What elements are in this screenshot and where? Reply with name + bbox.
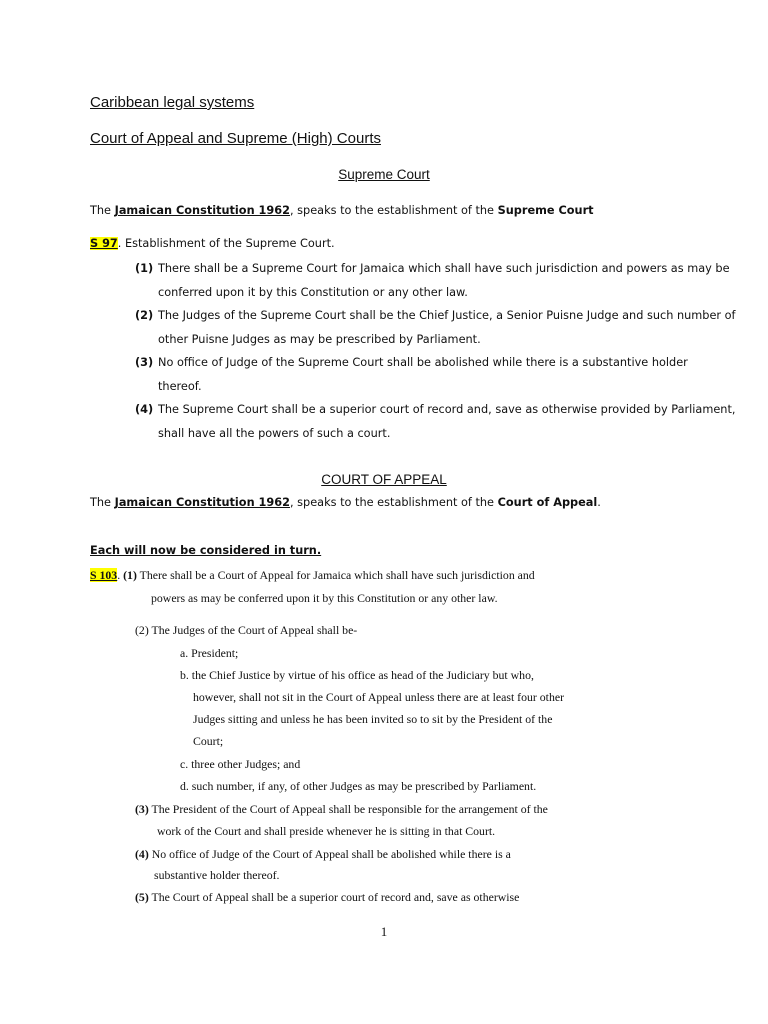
- constitution-ref: Jamaican Constitution 1962: [114, 204, 290, 217]
- document-subtitle: Court of Appeal and Supreme (High) Courts: [90, 130, 381, 147]
- court-of-appeal-heading: COURT OF APPEAL: [321, 472, 447, 487]
- s97-heading: S 97. Establishment of the Supreme Court.: [90, 237, 335, 250]
- s103-para-4: (4) No office of Judge of the Court of Appeal shall be abolished while there is a: [135, 847, 511, 861]
- supreme-court-intro: The Jamaican Constitution 1962, speaks to the establishment of the Supreme Court: [90, 204, 594, 217]
- list-item-b: b. the Chief Justice by virtue of his office as head of the Judiciary but who,: [180, 668, 534, 682]
- court-name: Supreme Court: [497, 204, 594, 217]
- document-title: Caribbean legal systems: [90, 94, 255, 111]
- supreme-court-heading: Supreme Court: [338, 167, 430, 182]
- section-label-s97: S 97: [90, 237, 118, 250]
- s103-para-3: (3) The President of the Court of Appeal shall be responsible for the arrangement of the: [135, 802, 548, 816]
- page-number: 1: [380, 924, 388, 939]
- list-item-a: a. President;: [180, 646, 239, 660]
- constitution-ref: Jamaican Constitution 1962: [114, 496, 290, 509]
- each-considered-note: Each will now be considered in turn.: [90, 544, 322, 557]
- list-item-c: c. three other Judges; and: [180, 757, 301, 771]
- s103-para-1-cont: powers as may be conferred upon it by this Constitution or any other law.: [151, 591, 498, 605]
- court-name: Court of Appeal: [497, 496, 598, 509]
- list-item-d: d. such number, if any, of other Judges as may be prescribed by Parliament.: [180, 779, 537, 793]
- list-item-b-cont-2: Judges sitting and unless he has been invited so to sit by the President of the: [193, 712, 553, 726]
- section-label-s103: S 103: [90, 568, 118, 582]
- s103-para-3-cont: work of the Court and shall preside whenever he is sitting in that Court.: [157, 824, 496, 838]
- s103-para-4-cont: substantive holder thereof.: [154, 868, 280, 882]
- document-page: Caribbean legal systems Court of Appeal and Supreme (High) Courts Supreme Court The Jamaican Constitution 1962, speaks to the establishment of the Supreme Court S 97. Establishment of the Supreme Court. (1) There shall be a Supreme Court for Jamaica which shall have such jurisdiction and powers as may be conferred upon it by this Constitution or any other law. (2) The Judges of the Supreme Court shall be the Chief Justice, a Senior Puisne Judge and such number of other Puisne Judges as may be prescribed by Parliament. (3) No office of Judge of the Supreme Court shall be abolished while there is a substantive holder thereof. (4) The Supreme Court shall be a superior court of record and, save as otherwise provided by Parliament, shall have all the powers of such a court. COURT OF APPEAL The Jamaican Constitution 1962, speaks to the establishment of the Court of Appeal. Each will now be considered in turn. S 103. (1) There shall be a Court of Appeal for Jamaica which shall have such jurisdiction and powers as may be conferred upon it by this Constitution or any other law. (2) The Judges of the Court of Appeal shall be- a. President; b. the Chief Justice by virtue of his office as head of the Judiciary but who, however, shall not sit in the Court of Appeal unless there are at least four other Judges sitting and unless he has been invited so to sit by the President of the Court; c. three other Judges; and d. such number, if any, of other Judges as may be prescribed by Parliament. (3) The President of the Court of Appeal shall be responsible for the arrangement of the work of the Court and shall preside whenever he is sitting in that Court. (4) No office of Judge of the Court of Appeal shall be abolished while there is a substantive holder thereof. (5) The Court of Appeal shall be a superior court of record and, save as otherwise 1: [0, 0, 768, 1024]
- list-item-b-cont-3: Court;: [193, 734, 224, 748]
- s103-para-1: S 103. (1) There shall be a Court of Appeal for Jamaica which shall have such jurisdiction and: [90, 568, 535, 582]
- list-item-b-cont-1: however, shall not sit in the Court of Appeal unless there are at least four other: [193, 690, 565, 704]
- s103-para-5: (5) The Court of Appeal shall be a superior court of record and, save as otherwise: [135, 890, 520, 904]
- court-of-appeal-intro: The Jamaican Constitution 1962, speaks to the establishment of the Court of Appeal.: [90, 496, 601, 509]
- s103-para-2-heading: (2) The Judges of the Court of Appeal shall be-: [135, 623, 358, 637]
